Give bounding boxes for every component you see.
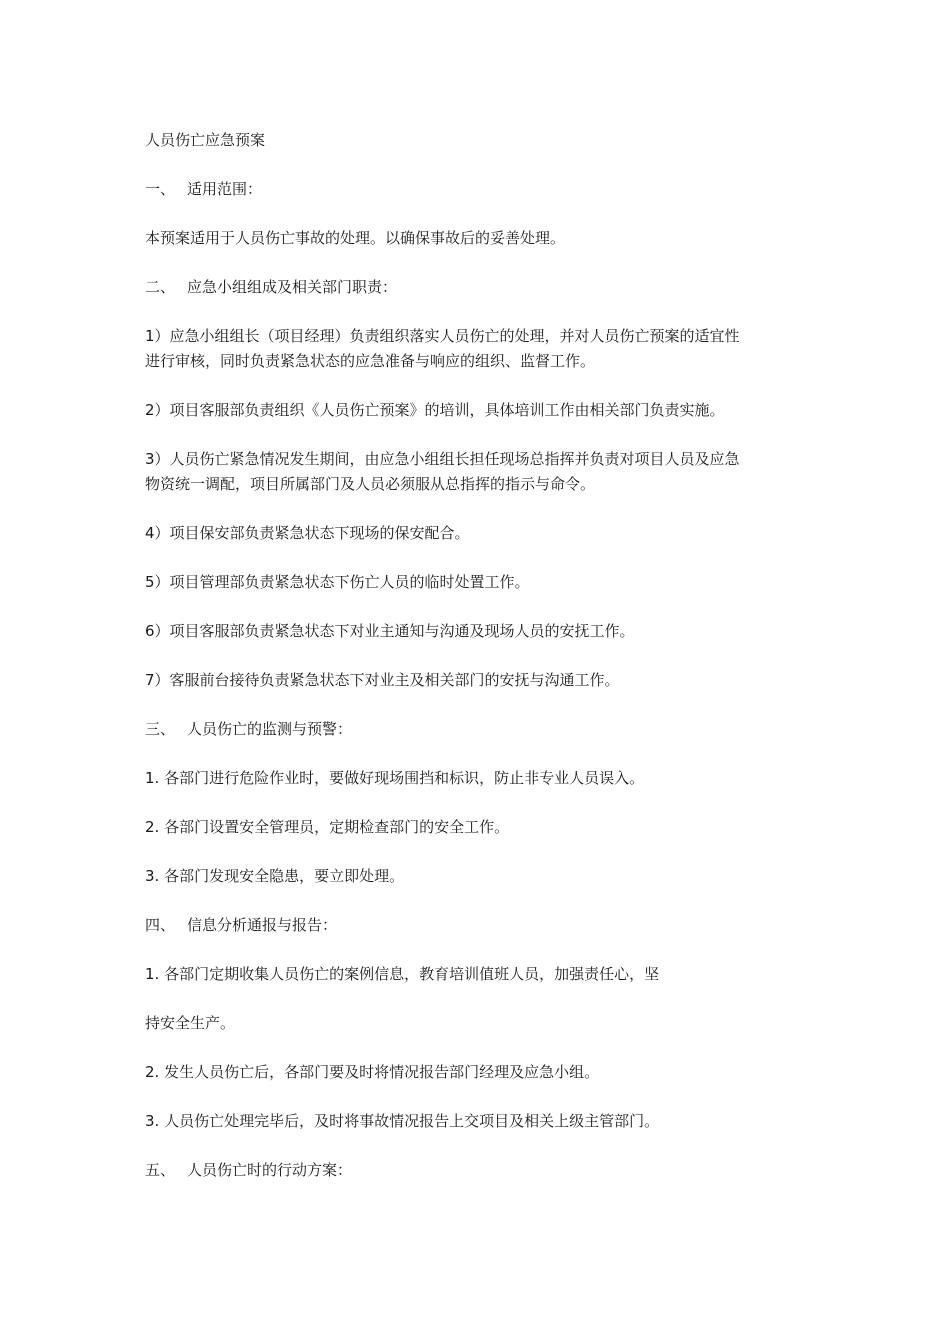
section-heading-2 [145,275,825,300]
list-item: 3. 各部门发现安全隐患，要立即处理。 [145,867,405,885]
list-item [145,447,825,497]
list-item: 1. 各部门定期收集人员伤亡的案例信息，教育培训值班人员，加强责任心，坚 [145,965,660,983]
list-item: 7）客服前台接待负责紧急状态下对业主及相关部门的安抚与沟通工作。 [145,671,620,689]
list-item: 6）项目客服部负责紧急状态下对业主通知与沟通及现场人员的安抚工作。 [145,622,635,640]
list-item: 1. 各部门进行危险作业时，要做好现场围挡和标识，防止非专业人员误入。 [145,769,645,787]
section-heading-4 [145,913,825,938]
list-item-line: 进行审核，同时负责紧急状态的应急准备与响应的组织、监督工作。 [145,352,596,370]
list-item: 5）项目管理部负责紧急状态下伤亡人员的临时处置工作。 [145,573,530,591]
section-title: 人员伤亡的监测与预警： [187,720,353,738]
section-title: 应急小组组成及相关部门职责： [187,278,398,296]
list-item-line: 3）人员伤亡紧急情况发生期间，由应急小组组长担任现场总指挥并负责对项目人员及应急 [145,450,740,468]
document-title: 人员伤亡应急预案 [145,131,266,149]
section-heading-1 [145,177,825,202]
section-number: 四、 [145,916,176,934]
section-number: 二、 [145,278,176,296]
list-item-line: 物资统一调配，项目所属部门及人员必须服从总指挥的指示与命令。 [145,475,596,493]
paragraph: 本预案适用于人员伤亡事故的处理。以确保事故后的妥善处理。 [145,229,566,247]
document-body [145,128,825,1183]
section-heading-3 [145,717,825,742]
list-item: 2）项目客服部负责组织《人员伤亡预案》的培训，具体培训工作由相关部门负责实施。 [145,401,725,419]
section-number: 一、 [145,180,176,198]
list-item: 3. 人员伤亡处理完毕后，及时将事故情况报告上交项目及相关上级主管部门。 [145,1112,660,1130]
list-item [145,324,825,374]
section-title: 人员伤亡时的行动方案： [187,1161,353,1179]
section-heading-5 [145,1158,825,1183]
section-number: 三、 [145,720,176,738]
list-item: 4）项目保安部负责紧急状态下现场的保安配合。 [145,524,470,542]
list-item-continuation: 持安全生产。 [145,1014,236,1032]
list-item: 2. 各部门设置安全管理员，定期检查部门的安全工作。 [145,818,510,836]
list-item: 2. 发生人员伤亡后，各部门要及时将情况报告部门经理及应急小组。 [145,1063,600,1081]
section-title: 适用范围： [187,180,263,198]
section-number: 五、 [145,1161,176,1179]
list-item-line: 1）应急小组组长（项目经理）负责组织落实人员伤亡的处理，并对人员伤亡预案的适宜性 [145,327,740,345]
section-title: 信息分析通报与报告： [187,916,338,934]
